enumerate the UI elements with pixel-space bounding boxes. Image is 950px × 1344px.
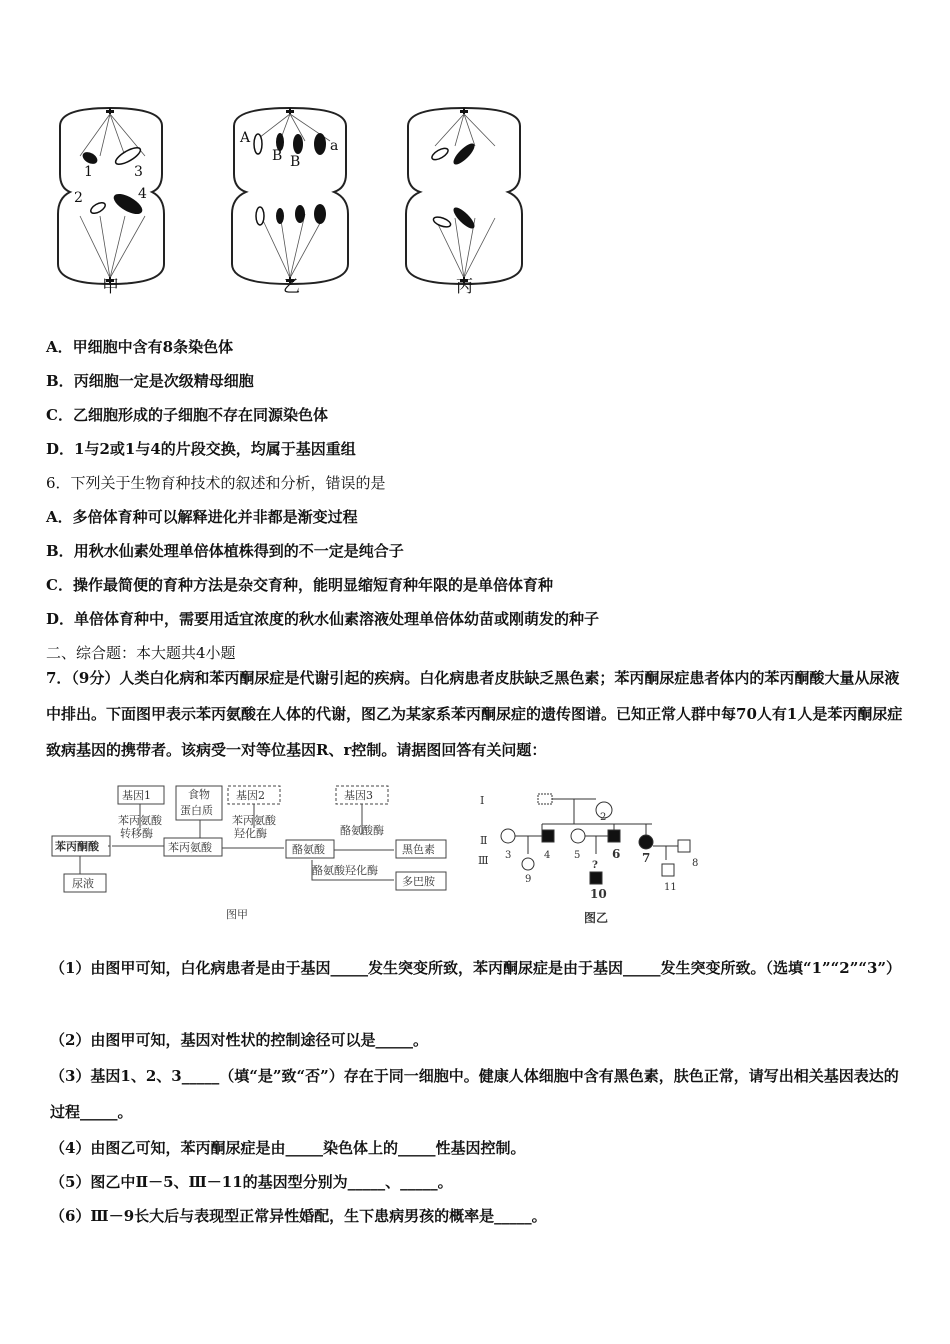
chrom-label-a: a bbox=[330, 138, 339, 154]
q6-option-b: B．用秋水仙素处理单倍体植株得到的不一定是纯合子 bbox=[46, 542, 404, 560]
caption-fig-jia: 图甲 bbox=[226, 908, 248, 921]
caption-yi: 乙 bbox=[283, 277, 300, 297]
individual-9: 9 bbox=[525, 874, 532, 885]
individual-4: 4 bbox=[544, 850, 551, 861]
q5-option-d: D．1与2或1与4的片段交换，均属于基因重组 bbox=[46, 440, 356, 458]
section-heading: 二、综合题：本大题共4小题 bbox=[46, 644, 236, 662]
box-protein: 蛋白质 bbox=[180, 804, 213, 817]
chrom-label-2: 2 bbox=[74, 190, 83, 206]
box-food: 食物 bbox=[188, 788, 210, 801]
box-pku: 苯丙酮酸 bbox=[55, 840, 99, 853]
caption-fig-yi: 图乙 bbox=[584, 911, 609, 925]
box-urine: 尿液 bbox=[72, 877, 94, 890]
q5-option-a: A．甲细胞中含有8条染色体 bbox=[46, 338, 234, 356]
individual-2: 2 bbox=[600, 812, 607, 823]
enzyme4: 酪氨酸羟化酶 bbox=[312, 864, 378, 877]
individual-11: 11 bbox=[664, 882, 677, 893]
caption-jia: 甲 bbox=[102, 277, 119, 297]
q6-option-d: D．单倍体育种中，需要用适宜浓度的秋水仙素溶液处理单倍体幼苗或刚萌发的种子 bbox=[46, 610, 600, 628]
box-tyr: 酪氨酸 bbox=[292, 843, 325, 856]
enzyme1-line2: 转移酶 bbox=[120, 827, 153, 840]
individual-8: 8 bbox=[692, 858, 699, 869]
chrom-label-A: A bbox=[240, 130, 251, 146]
q5-option-c: C．乙细胞形成的子细胞不存在同源染色体 bbox=[46, 406, 328, 424]
individual-6: 6 bbox=[612, 847, 621, 861]
box-dopamine: 多巴胺 bbox=[402, 875, 435, 888]
q6-stem: 6．下列关于生物育种技术的叙述和分析，错误的是 bbox=[46, 474, 386, 492]
q5-option-b: B．丙细胞一定是次级精母细胞 bbox=[46, 372, 254, 390]
enzyme2-line2: 羟化酶 bbox=[234, 827, 267, 840]
individual-3: 3 bbox=[505, 850, 512, 861]
chrom-label-1: 1 bbox=[84, 164, 93, 180]
generation-1: Ⅰ bbox=[480, 794, 485, 807]
q7-sub-3: （3）基因1、2、3_____（填“是”致“否”）存在于同一细胞中。健康人体细胞中含有黑色素，肤色正常，请写出相关基因表达的过程_____。 bbox=[50, 1067, 899, 1121]
enzyme2-line1: 苯丙氨酸 bbox=[232, 814, 276, 827]
caption-bing: 丙 bbox=[456, 277, 473, 297]
q7-stem: 7．（9分）人类白化病和苯丙酮尿症是代谢引起的疾病。白化病患者皮肤缺乏黑色素；苯丙酮尿症患者体内的苯丙酮酸大量从尿液中排出。下面图甲表示苯丙氨酸在人体的代谢，图乙为某家系苯丙酮尿症的遗传图谱。已知正常人群中每70人有1人是苯丙酮尿症致病基因的携带者。该病受一对等位基因R、r控制。请据图回答有关问题： bbox=[46, 669, 903, 759]
box-phe: 苯丙氨酸 bbox=[168, 841, 212, 854]
q6-option-a: A．多倍体育种可以解释进化并非都是渐变过程 bbox=[46, 508, 358, 526]
q7-sub-4: （4）由图乙可知，苯丙酮尿症是由_____染色体上的_____性基因控制。 bbox=[50, 1139, 526, 1157]
individual-5: 5 bbox=[574, 850, 581, 861]
individual-7: 7 bbox=[642, 851, 651, 865]
chrom-label-B2: B bbox=[290, 154, 301, 170]
box-gene2: 基因2 bbox=[236, 789, 265, 802]
figure-yi-pedigree bbox=[474, 788, 704, 930]
enzyme1-line1: 苯丙氨酸 bbox=[118, 814, 162, 827]
chrom-label-4: 4 bbox=[138, 186, 147, 202]
generation-3: Ⅲ bbox=[478, 854, 489, 867]
generation-2: Ⅱ bbox=[480, 834, 488, 847]
chrom-label-3: 3 bbox=[134, 164, 143, 180]
q7-sub-2: （2）由图甲可知，基因对性状的控制途径可以是_____。 bbox=[50, 1031, 428, 1049]
q7-sub-6: （6）Ⅲ－9长大后与表现型正常异性婚配，生下患病男孩的概率是_____。 bbox=[50, 1207, 547, 1225]
cell-bing-outline bbox=[406, 108, 522, 284]
cell-division-figure bbox=[40, 96, 540, 301]
enzyme3: 酪氨酸酶 bbox=[340, 824, 384, 837]
unknown-mark: ? bbox=[592, 860, 598, 871]
chrom-label-B1: B bbox=[272, 148, 283, 164]
box-gene3: 基因3 bbox=[344, 789, 373, 802]
box-gene1: 基因1 bbox=[122, 789, 151, 802]
q6-option-c: C．操作最简便的育种方法是杂交育种，能明显缩短育种年限的是单倍体育种 bbox=[46, 576, 553, 594]
individual-10: 10 bbox=[590, 887, 607, 901]
q7-sub-1: （1）由图甲可知，白化病患者是由于基因_____发生突变所致，苯丙酮尿症是由于基因_____发生突变所致。（选填“1”“2”“3”） bbox=[50, 959, 902, 977]
box-melanin: 黑色素 bbox=[402, 843, 435, 856]
figure-jia-metabolism bbox=[50, 784, 460, 924]
q7-sub-5: （5）图乙中Ⅱ－5、Ⅲ－11的基因型分别为_____、_____。 bbox=[50, 1173, 453, 1191]
